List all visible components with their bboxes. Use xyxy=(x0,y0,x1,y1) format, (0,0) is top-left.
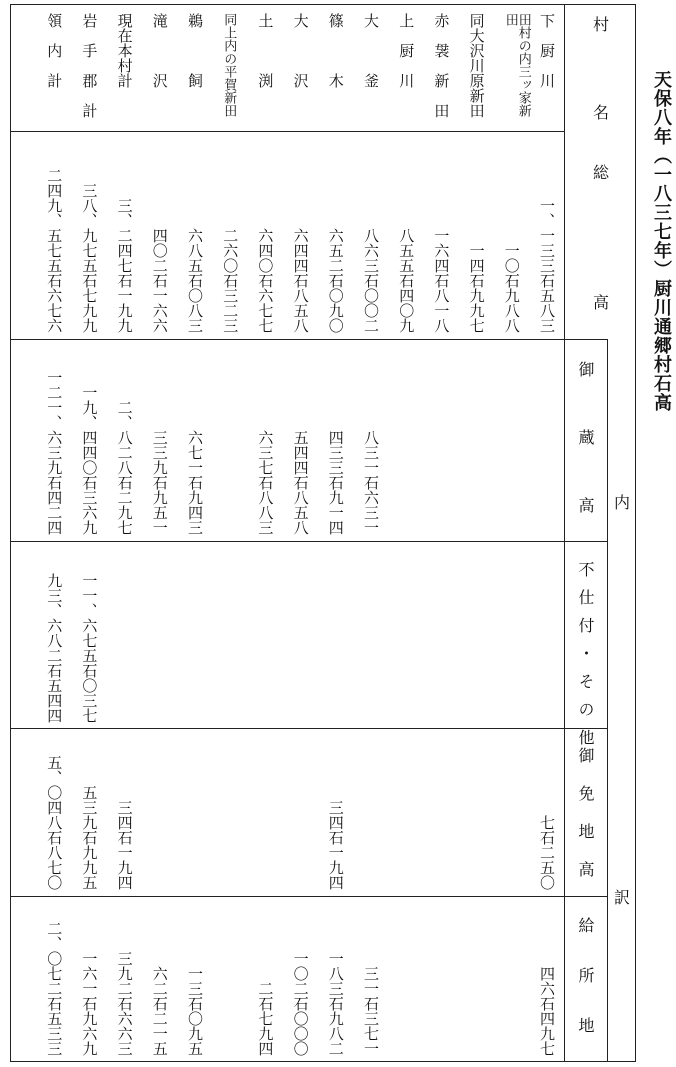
breakdown-header-2: 訳 xyxy=(614,888,631,907)
row-rule xyxy=(11,541,607,542)
village-name-cell: 赤 袰 新 田 xyxy=(432,13,451,118)
value-cell: 六五二石〇九〇 xyxy=(326,228,345,333)
value-cell: 三四石一九四 xyxy=(115,800,134,890)
value-cell: 三三九石九五一 xyxy=(150,430,169,535)
breakdown-header: 内 xyxy=(614,493,631,512)
value-cell: 四〇二石一六六 xyxy=(150,228,169,333)
value-cell: 四三三石九一四 xyxy=(326,430,345,535)
page-title: 天保八年（一八三七年）厨川通郷村石高 xyxy=(651,70,672,412)
value-cell: 八六三石〇〇二 xyxy=(362,228,380,333)
value-cell: 九三、六八二石五四四 xyxy=(45,573,64,723)
value-cell: 一〇二石〇〇〇 xyxy=(291,951,310,1056)
village-name-cell: 田村の内三ッ家新田 xyxy=(502,13,531,117)
village-name-cell: 土 渕 xyxy=(256,13,275,88)
gomenchi-header: 御免地高 xyxy=(576,747,595,899)
kyusho-header: 給所地 xyxy=(576,917,595,1067)
value-cell: 三、二四七石一九九 xyxy=(115,198,134,333)
fushitsuke-header: 不仕付・その他 xyxy=(576,561,595,757)
value-cell: 六七一石九四三 xyxy=(186,430,204,535)
value-cell: 八三一石六三一 xyxy=(362,430,380,535)
value-cell: 四六石四九七 xyxy=(538,966,556,1056)
stone-yield-table xyxy=(10,4,636,1067)
village-header-top: 村 xyxy=(593,15,610,34)
village-name-cell: 大 釜 xyxy=(362,13,380,88)
value-cell: 二、〇七二石五三三 xyxy=(45,921,64,1056)
value-cell: 三八、九七五石七九九 xyxy=(80,183,99,333)
value-cell: 一、一三三石五八三 xyxy=(538,198,556,333)
village-name-cell: 篠 木 xyxy=(326,13,345,88)
village-name-cell: 鵜 飼 xyxy=(186,13,204,88)
value-cell: 一三石〇九五 xyxy=(186,966,204,1056)
village-name-cell: 上 厨 川 xyxy=(397,13,416,88)
value-cell: 一六一石九六九 xyxy=(80,951,99,1056)
value-cell: 二六〇石三二三 xyxy=(221,228,240,333)
value-cell: 六四四石八五八 xyxy=(291,228,310,333)
value-cell: 一二一、六三九石四二四 xyxy=(45,370,64,535)
okura-header: 御蔵高 xyxy=(576,361,595,565)
value-cell: 六二石二一五 xyxy=(150,966,169,1056)
value-cell: 五四四石八五八 xyxy=(291,430,310,535)
value-cell: 六四〇石六七七 xyxy=(256,228,275,333)
village-name-cell: 下 厨 川 xyxy=(538,13,556,88)
value-cell: 一〇石九八八 xyxy=(502,243,521,333)
row-rule xyxy=(11,728,607,729)
value-cell: 二石七九四 xyxy=(256,981,275,1056)
header-divider xyxy=(564,5,565,1061)
total-header-bottom: 高 xyxy=(593,293,610,312)
value-cell: 八五五石四〇九 xyxy=(397,228,416,333)
value-cell: 三九二石六六三 xyxy=(115,951,134,1056)
village-name-cell: 同上内の平賀新田 xyxy=(221,13,237,117)
header-rule xyxy=(11,131,564,132)
value-cell: 三四石一九四 xyxy=(326,800,345,890)
value-cell: 七石二五〇 xyxy=(538,815,556,890)
value-cell: 一九、四四〇石三六九 xyxy=(80,385,99,535)
value-cell: 一八三石九八二 xyxy=(326,951,345,1056)
village-name-cell: 岩 手 郡 計 xyxy=(80,13,99,118)
village-name-cell: 現在本村計 xyxy=(115,13,134,88)
value-cell: 二、八二八石二九七 xyxy=(115,400,134,535)
village-name-cell: 領 内 計 xyxy=(45,13,64,88)
value-cell: 五、〇四八石八七〇 xyxy=(45,755,64,890)
total-header-top: 総 xyxy=(593,163,610,182)
village-name-cell: 滝 沢 xyxy=(150,13,169,88)
value-cell: 六八五石〇八三 xyxy=(186,228,204,333)
value-cell: 一六四石八一八 xyxy=(432,228,451,333)
value-cell: 一四石九九七 xyxy=(467,243,486,333)
row-rule xyxy=(11,896,607,897)
value-cell: 一一、六七五石〇三七 xyxy=(80,573,99,723)
value-cell: 二四九、五七五石六七六 xyxy=(45,168,64,333)
value-cell: 五三九石九九五 xyxy=(80,785,99,890)
village-name-cell: 同大沢川原新田 xyxy=(467,13,486,118)
village-header-bottom: 名 xyxy=(593,103,610,122)
row-rule xyxy=(11,339,607,340)
value-cell: 六三七石八八三 xyxy=(256,430,275,535)
village-name-cell: 大 沢 xyxy=(291,13,310,88)
value-cell: 三一石三七一 xyxy=(362,966,380,1056)
header-divider xyxy=(607,339,608,1061)
